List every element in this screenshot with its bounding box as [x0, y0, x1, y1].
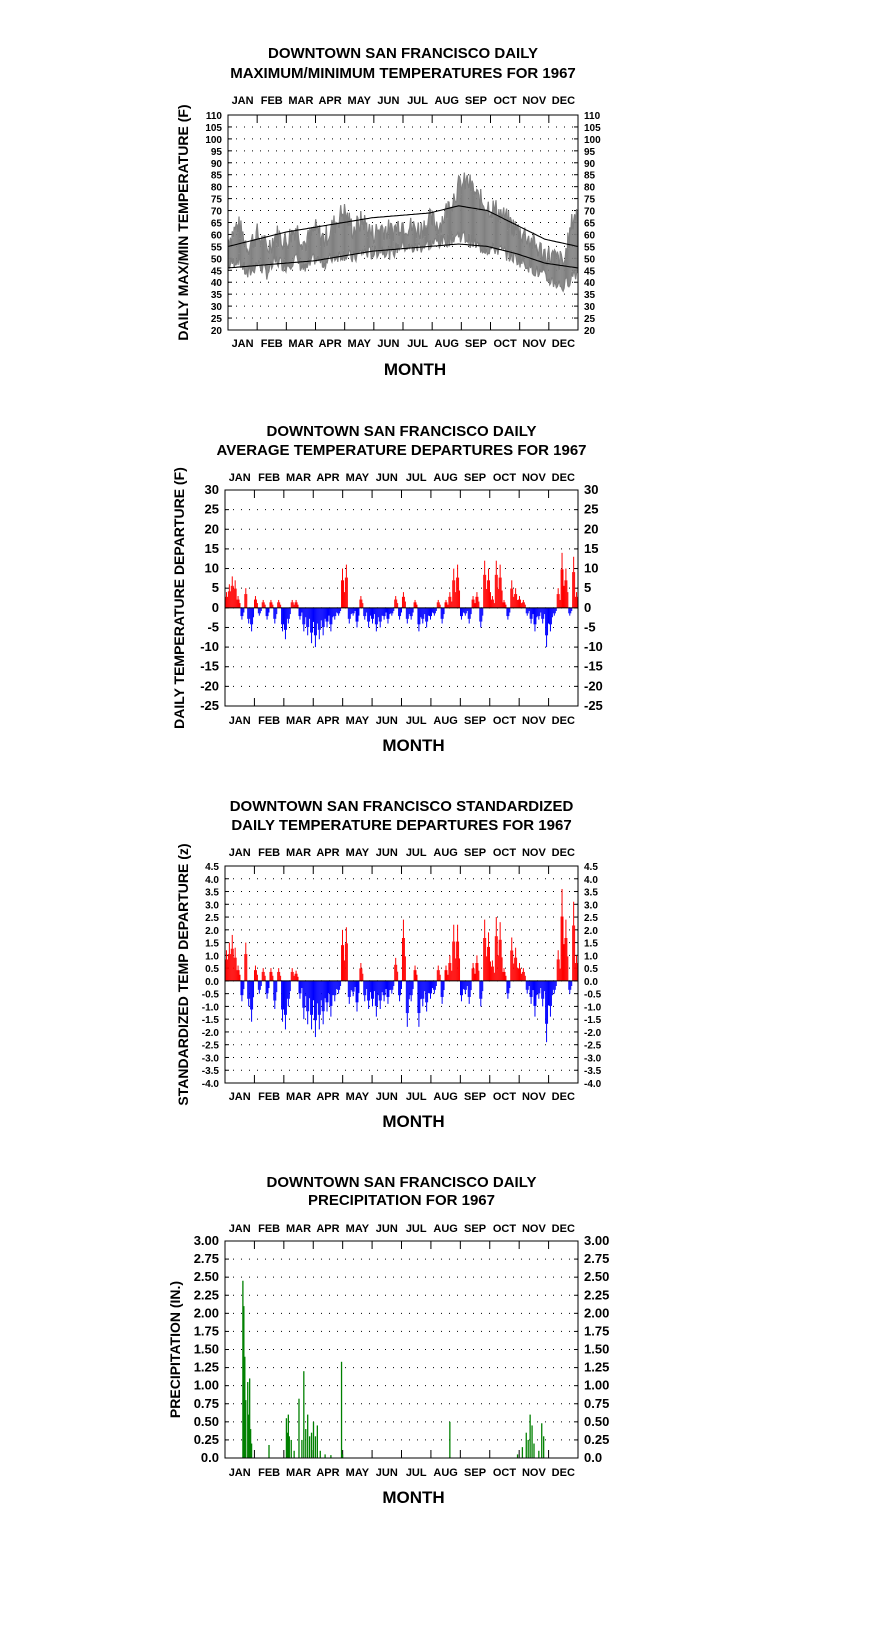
month-label: NOV	[522, 338, 547, 350]
y-tick-label: 2.00	[193, 1305, 219, 1321]
y-tick-label: -4.0	[201, 1079, 219, 1090]
y-axis-label: STANDARDIZED TEMP DEPARTURE (z)	[175, 843, 191, 1106]
month-label: MAR	[286, 1091, 312, 1103]
month-label: NOV	[521, 1467, 546, 1479]
y-tick-label: 70	[584, 206, 596, 218]
month-label: AUG	[433, 1467, 458, 1479]
month-label: JUN	[375, 1223, 398, 1235]
y-tick-label: 25	[204, 501, 219, 517]
y-tick-label: -3.5	[584, 1066, 602, 1078]
y-tick-label: 2.50	[193, 1269, 219, 1285]
y-tick-label: -10	[584, 639, 603, 655]
month-label: MAR	[288, 95, 314, 107]
y-tick-label: -20	[584, 678, 603, 694]
y-axis-label: DAILY TEMPERATURE DEPARTURE (F)	[171, 467, 187, 729]
month-label: JUN	[375, 1091, 398, 1103]
month-label: APR	[318, 95, 342, 107]
chart-panel-2	[171, 423, 603, 755]
y-tick-label: -1.5	[584, 1015, 602, 1027]
month-label: APR	[316, 1223, 340, 1235]
month-label: MAY	[345, 1223, 370, 1235]
chart-panel-1	[175, 45, 601, 379]
y-tick-label: -1.0	[584, 1002, 602, 1014]
month-label: OCT	[492, 847, 517, 859]
chart-title: DOWNTOWN SAN FRANCISCO DAILY	[266, 1174, 537, 1191]
month-label: NOV	[521, 847, 546, 859]
x-axis-label: MONTH	[382, 1112, 445, 1131]
y-tick-label: 2.25	[584, 1287, 610, 1303]
y-tick-label: 95	[210, 146, 222, 158]
y-tick-label: -25	[584, 698, 603, 713]
y-tick-label: 100	[584, 134, 601, 146]
y-tick-label: 0.75	[193, 1395, 219, 1411]
month-label: AUG	[433, 472, 458, 484]
month-label: APR	[316, 715, 340, 727]
y-tick-label: 85	[584, 170, 596, 182]
month-label: APR	[316, 472, 340, 484]
y-tick-label: 2.00	[584, 1305, 610, 1321]
month-label: OCT	[492, 1091, 517, 1103]
month-label: AUG	[433, 715, 458, 727]
y-tick-label: 1.75	[584, 1323, 610, 1339]
month-label: NOV	[521, 1223, 546, 1235]
chart-title: AVERAGE TEMPERATURE DEPARTURES FOR 1967	[216, 442, 587, 459]
month-label: JUL	[405, 1467, 427, 1479]
y-tick-label: 20	[584, 521, 599, 537]
y-tick-label: 2.5	[205, 913, 219, 925]
month-label: JAN	[228, 1091, 251, 1103]
y-tick-label: 65	[210, 218, 222, 230]
y-tick-label: 0	[211, 599, 219, 615]
y-tick-label: 105	[205, 122, 222, 134]
month-label: SEP	[464, 472, 487, 484]
y-tick-label: 4.0	[584, 874, 598, 886]
month-label: AUG	[433, 847, 458, 859]
month-label: SEP	[464, 95, 487, 107]
y-tick-label: 1.5	[584, 938, 598, 950]
y-tick-label: 5	[211, 580, 219, 596]
plot-frame	[225, 490, 578, 706]
month-label: JAN	[231, 338, 254, 350]
y-tick-label: 45	[584, 266, 596, 278]
month-label: FEB	[258, 1223, 281, 1235]
month-label: MAY	[347, 338, 371, 350]
y-tick-label: -15	[584, 658, 603, 674]
y-tick-label: 105	[584, 122, 601, 134]
y-tick-label: -2.0	[584, 1027, 602, 1039]
month-label: OCT	[493, 95, 517, 107]
month-label: AUG	[434, 338, 459, 350]
y-tick-label: 2.5	[584, 913, 598, 925]
y-tick-label: -2.5	[584, 1040, 602, 1052]
y-tick-label: 20	[584, 326, 596, 337]
month-label: APR	[316, 1091, 340, 1103]
y-tick-label: 0.0	[205, 976, 219, 988]
y-axis-label: DAILY MAX/MIN TEMPERATURE (F)	[175, 104, 191, 341]
month-label: SEP	[464, 1223, 487, 1235]
y-tick-label: 1.00	[193, 1377, 219, 1393]
chart-title: DOWNTOWN SAN FRANCISCO DAILY	[268, 45, 538, 62]
month-label: OCT	[492, 1223, 517, 1235]
y-tick-label: 0.25	[584, 1431, 610, 1447]
month-label: OCT	[492, 472, 517, 484]
chart-panel-3	[175, 798, 602, 1131]
month-label: JAN	[228, 1223, 251, 1235]
chart-title: MAXIMUM/MINIMUM TEMPERATURES FOR 1967	[230, 65, 576, 82]
y-tick-label: 0.50	[193, 1413, 219, 1429]
month-label: MAR	[286, 1467, 312, 1479]
month-label: JAN	[228, 847, 251, 859]
month-label: APR	[316, 1467, 340, 1479]
y-tick-label: 30	[210, 302, 222, 314]
month-label: MAR	[286, 472, 312, 484]
y-tick-label: 35	[210, 290, 222, 302]
y-tick-label: -3.0	[201, 1053, 219, 1065]
month-label: APR	[316, 847, 340, 859]
y-tick-label: 0.50	[584, 1413, 610, 1429]
y-tick-label: 2.25	[193, 1287, 219, 1303]
month-label: DEC	[551, 1091, 575, 1103]
y-tick-label: 50	[210, 254, 222, 266]
y-tick-label: 4.5	[584, 862, 598, 873]
y-tick-label: 0.5	[205, 964, 219, 976]
y-tick-label: -1.5	[201, 1015, 219, 1027]
y-tick-label: 80	[210, 182, 222, 194]
month-label: JUL	[407, 95, 428, 107]
y-tick-label: 95	[584, 146, 596, 158]
month-label: OCT	[493, 338, 517, 350]
month-label: JAN	[228, 1467, 251, 1479]
month-label: APR	[318, 338, 342, 350]
y-axis-label: PRECIPITATION (IN.)	[167, 1280, 183, 1419]
month-label: JUN	[375, 472, 398, 484]
y-tick-label: 35	[584, 290, 596, 302]
month-label: JAN	[228, 472, 251, 484]
y-tick-label: -0.5	[584, 989, 602, 1001]
month-label: SEP	[464, 338, 487, 350]
y-tick-label: 30	[584, 482, 599, 497]
y-tick-label: -0.5	[201, 989, 219, 1001]
month-label: DEC	[551, 1223, 575, 1235]
x-axis-label: MONTH	[382, 736, 445, 755]
y-tick-label: 0.0	[200, 1450, 219, 1465]
month-label: NOV	[521, 1091, 546, 1103]
y-tick-label: 1.50	[193, 1341, 219, 1357]
month-label: JUN	[377, 338, 400, 350]
month-label: JUL	[405, 847, 427, 859]
month-label: FEB	[258, 472, 281, 484]
month-label: FEB	[258, 715, 281, 727]
month-label: DEC	[551, 95, 576, 107]
y-tick-label: 3.5	[205, 887, 219, 899]
y-tick-label: 10	[204, 560, 219, 576]
y-tick-label: 5	[584, 580, 592, 596]
y-tick-label: 1.0	[205, 951, 219, 963]
y-tick-label: -3.5	[201, 1066, 219, 1078]
y-tick-label: -5	[584, 619, 596, 635]
y-tick-label: 3.0	[584, 900, 598, 912]
y-tick-label: 80	[584, 182, 596, 194]
y-tick-label: -3.0	[584, 1053, 602, 1065]
month-label: JUL	[407, 338, 428, 350]
y-tick-label: 110	[584, 111, 601, 122]
month-label: FEB	[260, 338, 283, 350]
month-label: JUL	[405, 1091, 427, 1103]
y-tick-label: 75	[210, 194, 222, 206]
y-tick-label: 1.00	[584, 1377, 610, 1393]
y-tick-label: 4.0	[205, 874, 219, 886]
month-label: FEB	[260, 95, 283, 107]
y-tick-label: 2.0	[205, 925, 219, 937]
y-tick-label: -5	[207, 619, 219, 635]
y-tick-label: 1.25	[193, 1359, 219, 1375]
y-tick-label: -10	[200, 639, 219, 655]
y-tick-label: 15	[584, 540, 599, 556]
month-label: JUL	[405, 472, 427, 484]
y-tick-label: 0.25	[193, 1431, 219, 1447]
month-label: MAY	[347, 95, 371, 107]
y-tick-label: 3.00	[193, 1233, 219, 1248]
y-tick-label: -2.0	[201, 1027, 219, 1039]
x-axis-label: MONTH	[382, 1488, 445, 1507]
y-tick-label: 0	[584, 599, 592, 615]
y-tick-label: 25	[584, 501, 599, 517]
y-tick-label: 30	[584, 302, 596, 314]
month-label: JUN	[375, 847, 398, 859]
y-tick-label: 1.5	[205, 938, 219, 950]
y-tick-label: 1.25	[584, 1359, 610, 1375]
y-tick-label: -1.0	[201, 1002, 219, 1014]
chart-panel-4	[167, 1174, 609, 1507]
month-label: JUN	[375, 715, 398, 727]
month-label: MAY	[345, 715, 370, 727]
month-label: DEC	[551, 472, 575, 484]
month-label: AUG	[434, 95, 459, 107]
y-tick-label: 85	[210, 170, 222, 182]
month-label: OCT	[492, 715, 517, 727]
month-label: JUL	[405, 1223, 427, 1235]
month-label: FEB	[258, 1091, 281, 1103]
month-label: JAN	[231, 95, 254, 107]
y-tick-label: 65	[584, 218, 596, 230]
y-tick-label: 0.5	[584, 964, 598, 976]
month-label: AUG	[433, 1091, 458, 1103]
y-tick-label: 3.00	[584, 1233, 610, 1248]
y-tick-label: 60	[210, 230, 222, 242]
y-tick-label: 0.75	[584, 1395, 610, 1411]
y-tick-label: 15	[204, 540, 219, 556]
month-label: DEC	[551, 1467, 575, 1479]
y-tick-label: 45	[210, 266, 222, 278]
chart-title: DOWNTOWN SAN FRANCISCO STANDARDIZED	[229, 798, 574, 815]
y-tick-label: 60	[584, 230, 596, 242]
month-label: NOV	[522, 95, 547, 107]
month-label: JAN	[228, 715, 251, 727]
y-tick-label: 30	[204, 482, 219, 497]
y-tick-label: 10	[584, 560, 599, 576]
month-label: SEP	[464, 715, 487, 727]
month-label: SEP	[464, 1467, 487, 1479]
month-label: JUN	[377, 95, 400, 107]
month-label: MAY	[345, 847, 370, 859]
y-tick-label: 55	[584, 242, 596, 254]
y-tick-label: 1.0	[584, 951, 598, 963]
y-tick-label: 20	[204, 521, 219, 537]
month-label: JUL	[405, 715, 427, 727]
y-tick-label: 90	[210, 158, 222, 170]
month-label: MAR	[286, 1223, 312, 1235]
y-tick-label: 75	[584, 194, 596, 206]
y-tick-label: 50	[584, 254, 596, 266]
y-tick-label: 20	[210, 326, 222, 337]
chart-title: DAILY TEMPERATURE DEPARTURES FOR 1967	[231, 817, 572, 834]
y-tick-label: 4.5	[205, 862, 219, 873]
y-tick-label: 3.0	[205, 900, 219, 912]
month-label: FEB	[258, 847, 281, 859]
y-tick-label: 40	[584, 278, 596, 290]
month-label: JUN	[375, 1467, 398, 1479]
month-label: DEC	[551, 847, 575, 859]
y-tick-label: 55	[210, 242, 222, 254]
chart-title: DOWNTOWN SAN FRANCISCO DAILY	[266, 423, 537, 440]
y-tick-label: 1.50	[584, 1341, 610, 1357]
y-tick-label: 2.0	[584, 925, 598, 937]
month-label: DEC	[551, 715, 575, 727]
month-label: SEP	[464, 847, 487, 859]
y-tick-label: -15	[200, 658, 219, 674]
y-tick-label: 90	[584, 158, 596, 170]
y-tick-label: 2.75	[193, 1251, 219, 1267]
y-tick-label: 2.50	[584, 1269, 610, 1285]
y-tick-label: 1.75	[193, 1323, 219, 1339]
chart-title: PRECIPITATION FOR 1967	[308, 1192, 495, 1209]
x-axis-label: MONTH	[383, 360, 447, 379]
y-tick-label: 2.75	[584, 1251, 610, 1267]
y-tick-label: -25	[200, 698, 219, 713]
month-label: MAY	[345, 1091, 370, 1103]
y-tick-label: 25	[210, 314, 222, 326]
y-tick-label: -20	[200, 678, 219, 694]
y-tick-label: 100	[205, 134, 222, 146]
y-tick-label: -4.0	[584, 1079, 602, 1090]
month-label: AUG	[433, 1223, 458, 1235]
month-label: FEB	[258, 1467, 281, 1479]
y-tick-label: 40	[210, 278, 222, 290]
y-tick-label: 25	[584, 314, 596, 326]
y-tick-label: 0.0	[584, 1450, 603, 1465]
month-label: MAR	[286, 847, 312, 859]
y-tick-label: 70	[210, 206, 222, 218]
month-label: MAY	[345, 472, 370, 484]
month-label: DEC	[551, 338, 576, 350]
month-label: MAR	[286, 715, 312, 727]
month-label: OCT	[492, 1467, 517, 1479]
y-tick-label: 0.0	[584, 976, 598, 988]
month-label: MAR	[288, 338, 314, 350]
month-label: NOV	[521, 715, 546, 727]
month-label: MAY	[345, 1467, 370, 1479]
y-tick-label: 110	[205, 111, 222, 122]
month-label: NOV	[521, 472, 546, 484]
y-tick-label: -2.5	[201, 1040, 219, 1052]
y-tick-label: 3.5	[584, 887, 598, 899]
month-label: SEP	[464, 1091, 487, 1103]
